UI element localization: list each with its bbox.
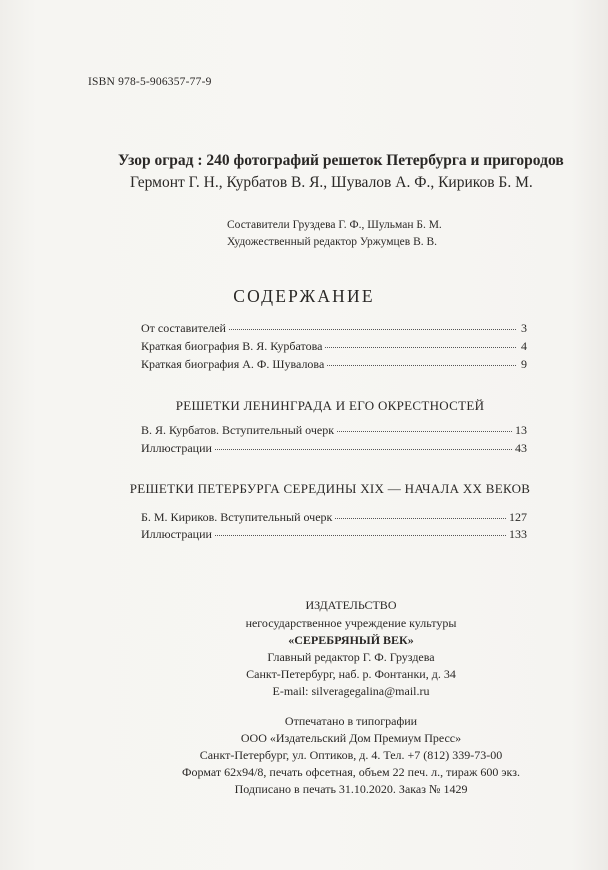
toc-entry-label: Б. М. Кириков. Вступительный очерк (141, 510, 333, 524)
publisher-label: ИЗДАТЕЛЬСТВО (305, 598, 397, 612)
toc-section-heading: РЕШЕТКИ ПЕТЕРБУРГА СЕРЕДИНЫ XIX — НАЧАЛА XX ВЕКОВ (129, 481, 531, 496)
art-editor-credit: Художественный редактор Уржумцев В. В. (227, 236, 438, 248)
toc-leader-dots (229, 320, 516, 330)
toc-entry-label: Иллюстрации (141, 527, 212, 541)
toc-entry-page: 43 (515, 441, 527, 455)
compilers-credit: Составители Груздева Г. Ф., Шульман Б. М. (227, 219, 442, 231)
toc-leader-dots (337, 422, 512, 432)
book-title: Узор оград : 240 фотографий решеток Петербурга и пригородов (118, 152, 564, 169)
print-specs: Формат 62х94/8, печать офсетная, объем 22 печ. л., тираж 600 экз. (182, 765, 520, 779)
toc-entry-page: 3 (521, 321, 527, 335)
publisher-address: Санкт-Петербург, наб. р. Фонтанки, д. 34 (246, 667, 456, 681)
contents-heading: СОДЕРЖАНИЕ (233, 286, 375, 306)
toc-leader-dots (215, 526, 506, 536)
toc-entry (141, 441, 527, 456)
toc-entry-page: 9 (521, 357, 527, 371)
toc-entry-page: 133 (509, 527, 527, 541)
toc-entry (141, 357, 527, 372)
toc-leader-dots (325, 338, 516, 348)
toc-entry-label: Краткая биография А. Ф. Шувалова (141, 357, 325, 371)
printing-address: Санкт-Петербург, ул. Оптиков, д. 4. Тел. +7 (812) 339-73-00 (199, 748, 503, 762)
toc-entry-page: 4 (521, 339, 527, 353)
toc-leader-dots (327, 356, 516, 366)
book-authors: Гермонт Г. Н., Курбатов В. Я., Шувалов А. Ф., Кириков Б. М. (130, 174, 533, 191)
toc-entry (141, 339, 527, 354)
toc-entry-label: Иллюстрации (141, 441, 212, 455)
toc-entry (141, 510, 527, 525)
toc-entry-label: В. Я. Курбатов. Вступительный очерк (141, 423, 335, 437)
printing-house: ООО «Издательский Дом Премиум Пресс» (240, 731, 462, 745)
toc-leader-dots (335, 509, 506, 519)
printed-by-label: Отпечатано в типографии (284, 714, 418, 728)
toc-entry-page: 13 (515, 423, 527, 437)
isbn: ISBN 978-5-906357-77-9 (88, 76, 212, 88)
signed-to-print: Подписано в печать 31.10.2020. Заказ № 1429 (234, 782, 468, 796)
chief-editor: Главный редактор Г. Ф. Груздева (267, 650, 435, 664)
toc-entry-label: От составителей (141, 321, 226, 335)
publisher-type: негосударственное учреждение культуры (245, 616, 457, 630)
toc-entry (141, 527, 527, 542)
toc-section-heading: РЕШЕТКИ ЛЕНИНГРАДА И ЕГО ОКРЕСТНОСТЕЙ (175, 398, 485, 413)
publisher-email: E-mail: silveragegalina@mail.ru (272, 684, 430, 698)
toc-leader-dots (215, 440, 512, 450)
publisher-name: «СЕРЕБРЯНЫЙ ВЕК» (288, 633, 414, 647)
toc-entry-label: Краткая биография В. Я. Курбатова (141, 339, 323, 353)
toc-entry-page: 127 (509, 510, 527, 524)
toc-entry (141, 321, 527, 336)
toc-entry (141, 423, 527, 438)
